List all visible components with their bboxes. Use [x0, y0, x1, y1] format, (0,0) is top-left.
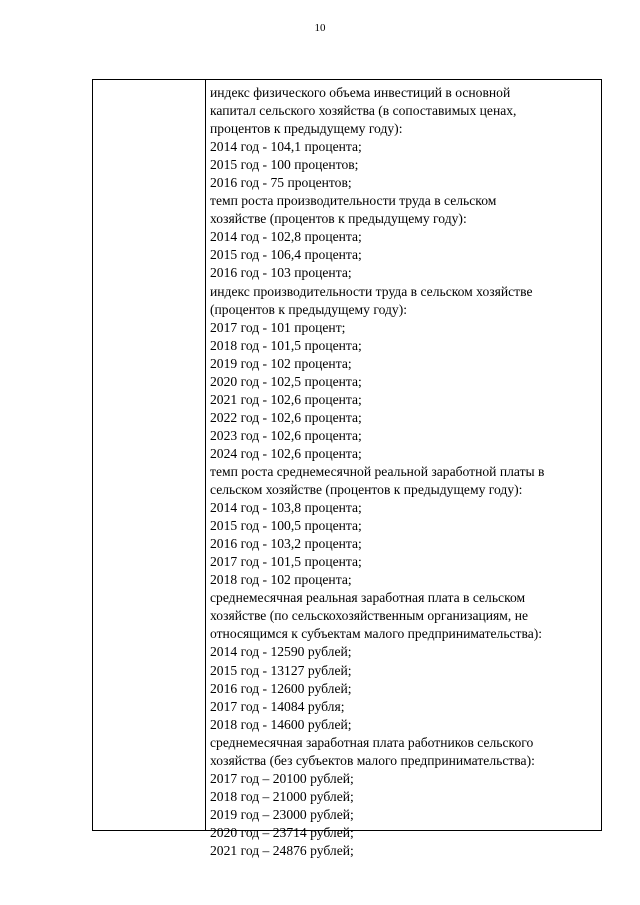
- text-line: 2023 год - 102,6 процента;: [210, 427, 362, 443]
- text-line: 2017 год - 14084 рубля;: [210, 698, 345, 714]
- text-line: 2017 год - 101,5 процента;: [210, 554, 362, 570]
- text-line: капитал сельского хозяйства (в сопоставимых ценах,: [210, 103, 517, 119]
- text-line: 2016 год - 103,2 процента;: [210, 536, 362, 552]
- document-table: [92, 79, 602, 858]
- text-line: 2022 год - 102,6 процента;: [210, 409, 362, 425]
- text-line: среднемесячная заработная плата работников сельского: [210, 734, 534, 750]
- text-line: 2016 год - 75 процентов;: [210, 175, 352, 191]
- text-line: хозяйстве (по сельскохозяйственным организациям, не: [210, 608, 529, 624]
- text-line: темп роста среднемесячной реальной заработной платы в: [210, 463, 545, 479]
- text-line: относящимся к субъектам малого предпринимательства):: [210, 626, 543, 642]
- text-line: 2018 год - 14600 рублей;: [210, 716, 352, 732]
- text-line: 2015 год - 13127 рублей;: [210, 662, 352, 678]
- text-line: 2014 год - 104,1 процента;: [210, 139, 362, 155]
- text-line: 2016 год - 103 процента;: [210, 265, 352, 281]
- text-line: 2018 год - 101,5 процента;: [210, 337, 362, 353]
- text-line: 2017 год - 101 процент;: [210, 319, 346, 335]
- text-line: 2020 год - 102,5 процента;: [210, 373, 362, 389]
- text-line: 2014 год - 12590 рублей;: [210, 644, 352, 660]
- text-line: (процентов к предыдущему году):: [210, 301, 408, 317]
- text-line: 2014 год - 103,8 процента;: [210, 500, 362, 516]
- text-line: хозяйства (без субъектов малого предпринимательства):: [210, 752, 535, 768]
- text-line: процентов к предыдущему году):: [210, 121, 403, 137]
- text-line: 2015 год - 106,4 процента;: [210, 247, 362, 263]
- text-line: 2024 год - 102,6 процента;: [210, 445, 362, 461]
- text-line: 2018 год - 102 процента;: [210, 572, 352, 588]
- text-line: 2018 год – 21000 рублей;: [210, 788, 354, 804]
- text-line: темп роста производительности труда в сельском: [210, 193, 497, 209]
- text-line: 2015 год - 100,5 процента;: [210, 518, 362, 534]
- column-divider: [205, 80, 206, 830]
- text-line: 2021 год - 102,6 процента;: [210, 391, 362, 407]
- page-number: 10: [314, 22, 326, 34]
- text-line: индекс производительности труда в сельском хозяйстве: [210, 283, 533, 299]
- table-cell-right: [210, 84, 600, 860]
- text-line: 2014 год - 102,8 процента;: [210, 229, 362, 245]
- table-cell-left: [93, 80, 205, 830]
- text-line: 2021 год – 24876 рублей;: [210, 842, 354, 858]
- text-line: 2020 год – 23714 рублей;: [210, 824, 354, 840]
- text-line: 2017 год – 20100 рублей;: [210, 770, 354, 786]
- text-line: 2019 год – 23000 рублей;: [210, 806, 354, 822]
- text-line: хозяйстве (процентов к предыдущему году):: [210, 211, 467, 227]
- text-line: 2016 год - 12600 рублей;: [210, 680, 352, 696]
- text-line: индекс физического объема инвестиций в основной: [210, 85, 511, 100]
- text-line: сельском хозяйстве (процентов к предыдущему году):: [210, 482, 523, 498]
- text-line: 2015 год - 100 процентов;: [210, 157, 359, 173]
- text-line: среднемесячная реальная заработная плата в сельском: [210, 590, 526, 606]
- text-line: 2019 год - 102 процента;: [210, 355, 352, 371]
